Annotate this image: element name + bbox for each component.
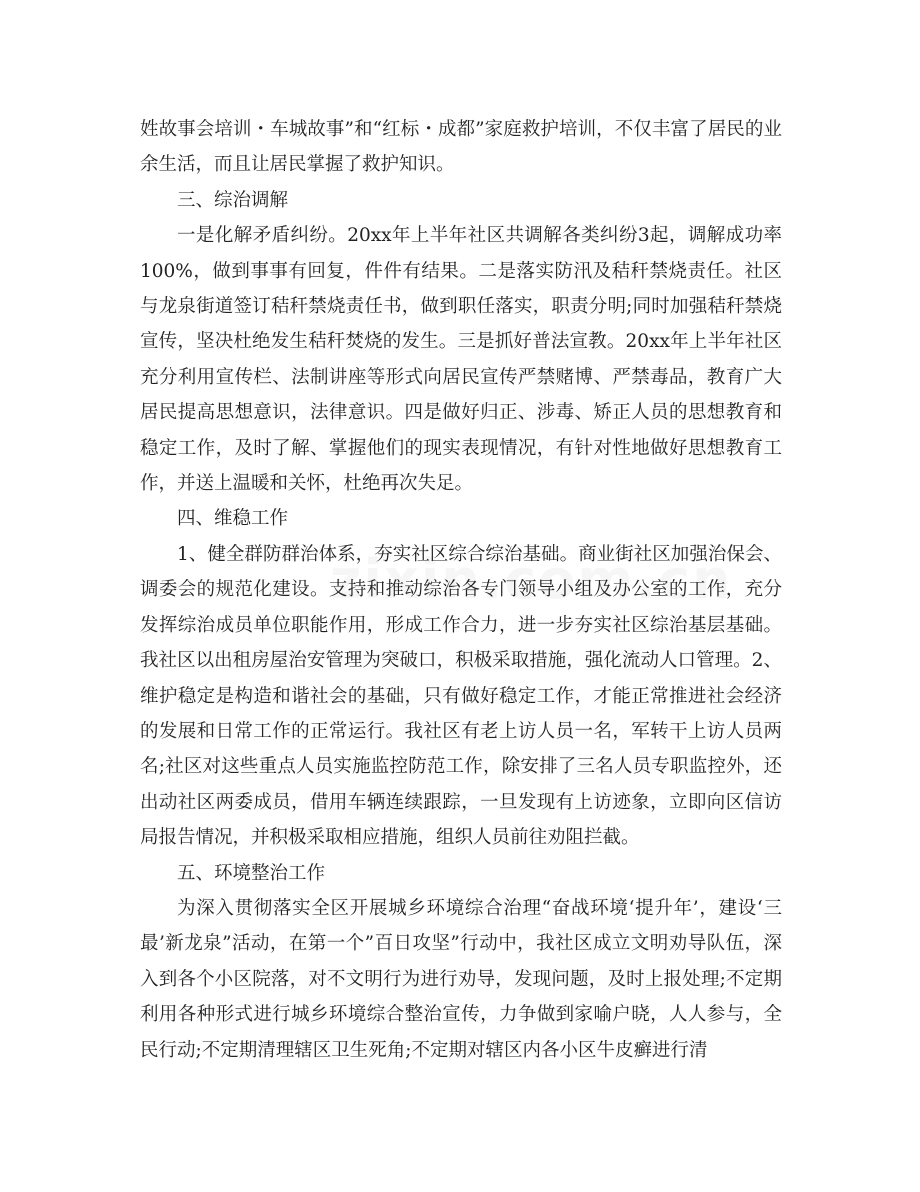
section-heading-stability: 四、维稳工作 [177,508,289,530]
paragraph-environment: 为深入贯彻落实全区开展城乡环境综合治理“奋战环境‘提升年’，建设‘三最’新龙泉”活动，在第一个”百日攻坚”行动中，我社区成立文明劝导队伍，深入到各个小区院落，对不文明行为进行劝导，发现问题，及时上报处理;不定期利用各种形式进行城乡环境综合整治宣传，力争做到家喻户晓，人人参与，全民行动;不定期清理辖区卫生死角;不定期对辖区内各小区牛皮癣进行清 [140,897,782,1061]
paragraph-continuation: 姓故事会培训・车城故事”和“红标・成都”家庭救护培训，不仅丰富了居民的业余生活，而且让居民掌握了救护知识。 [140,119,782,176]
paragraph-stability: 1、健全群防群治体系，夯实社区综合综治基础。商业街社区加强治保会、调委会的规范化建设。支持和推动综治各专门领导小组及办公室的工作，充分发挥综治成员单位职能作用，形成工作合力，进一步夯实社区综治基层基础。我社区以出租房屋治安管理为突破口，积极采取措施，强化流动人口管理。2、维护稳定是构造和谐社会的基础，只有做好稳定工作，才能正常推进社会经济的发展和日常工作的正常运行。我社区有老上访人员一名，军转干上访人员两名;社区对这些重点人员实施监控防范工作，除安排了三名人员专职监控外，还出动社区两委成员，借用车辆连续跟踪，一旦发现有上访迹象，立即向区信访局报告情况，并积极采取相应措施，组织人员前往劝阻拦截。 [140,543,782,849]
section-heading-environment: 五、环境整治工作 [177,862,326,884]
section-heading-mediation: 三、综治调解 [177,189,289,211]
paragraph-mediation: 一是化解矛盾纠纷。20xx年上半年社区共调解各类纠纷3起，调解成功率100%，做到事事有回复，件件有结果。二是落实防汛及秸秆禁烧责任。社区与龙泉街道签订秸秆禁烧责任书，做到职任落实，职责分明;同时加强秸秆禁烧宣传，坚决杜绝发生秸秆焚烧的发生。三是抓好普法宣教。20xx年上半年社区充分利用宣传栏、法制讲座等形式向居民宣传严禁赌博、严禁毒品，教育广大居民提高思想意识，法律意识。四是做好归正、涉毒、矫正人员的思想教育和稳定工作，及时了解、掌握他们的现实表现情况，有针对性地做好思想教育工作，并送上温暖和关怀，杜绝再次失足。 [140,225,782,495]
document-body [140,112,782,1068]
